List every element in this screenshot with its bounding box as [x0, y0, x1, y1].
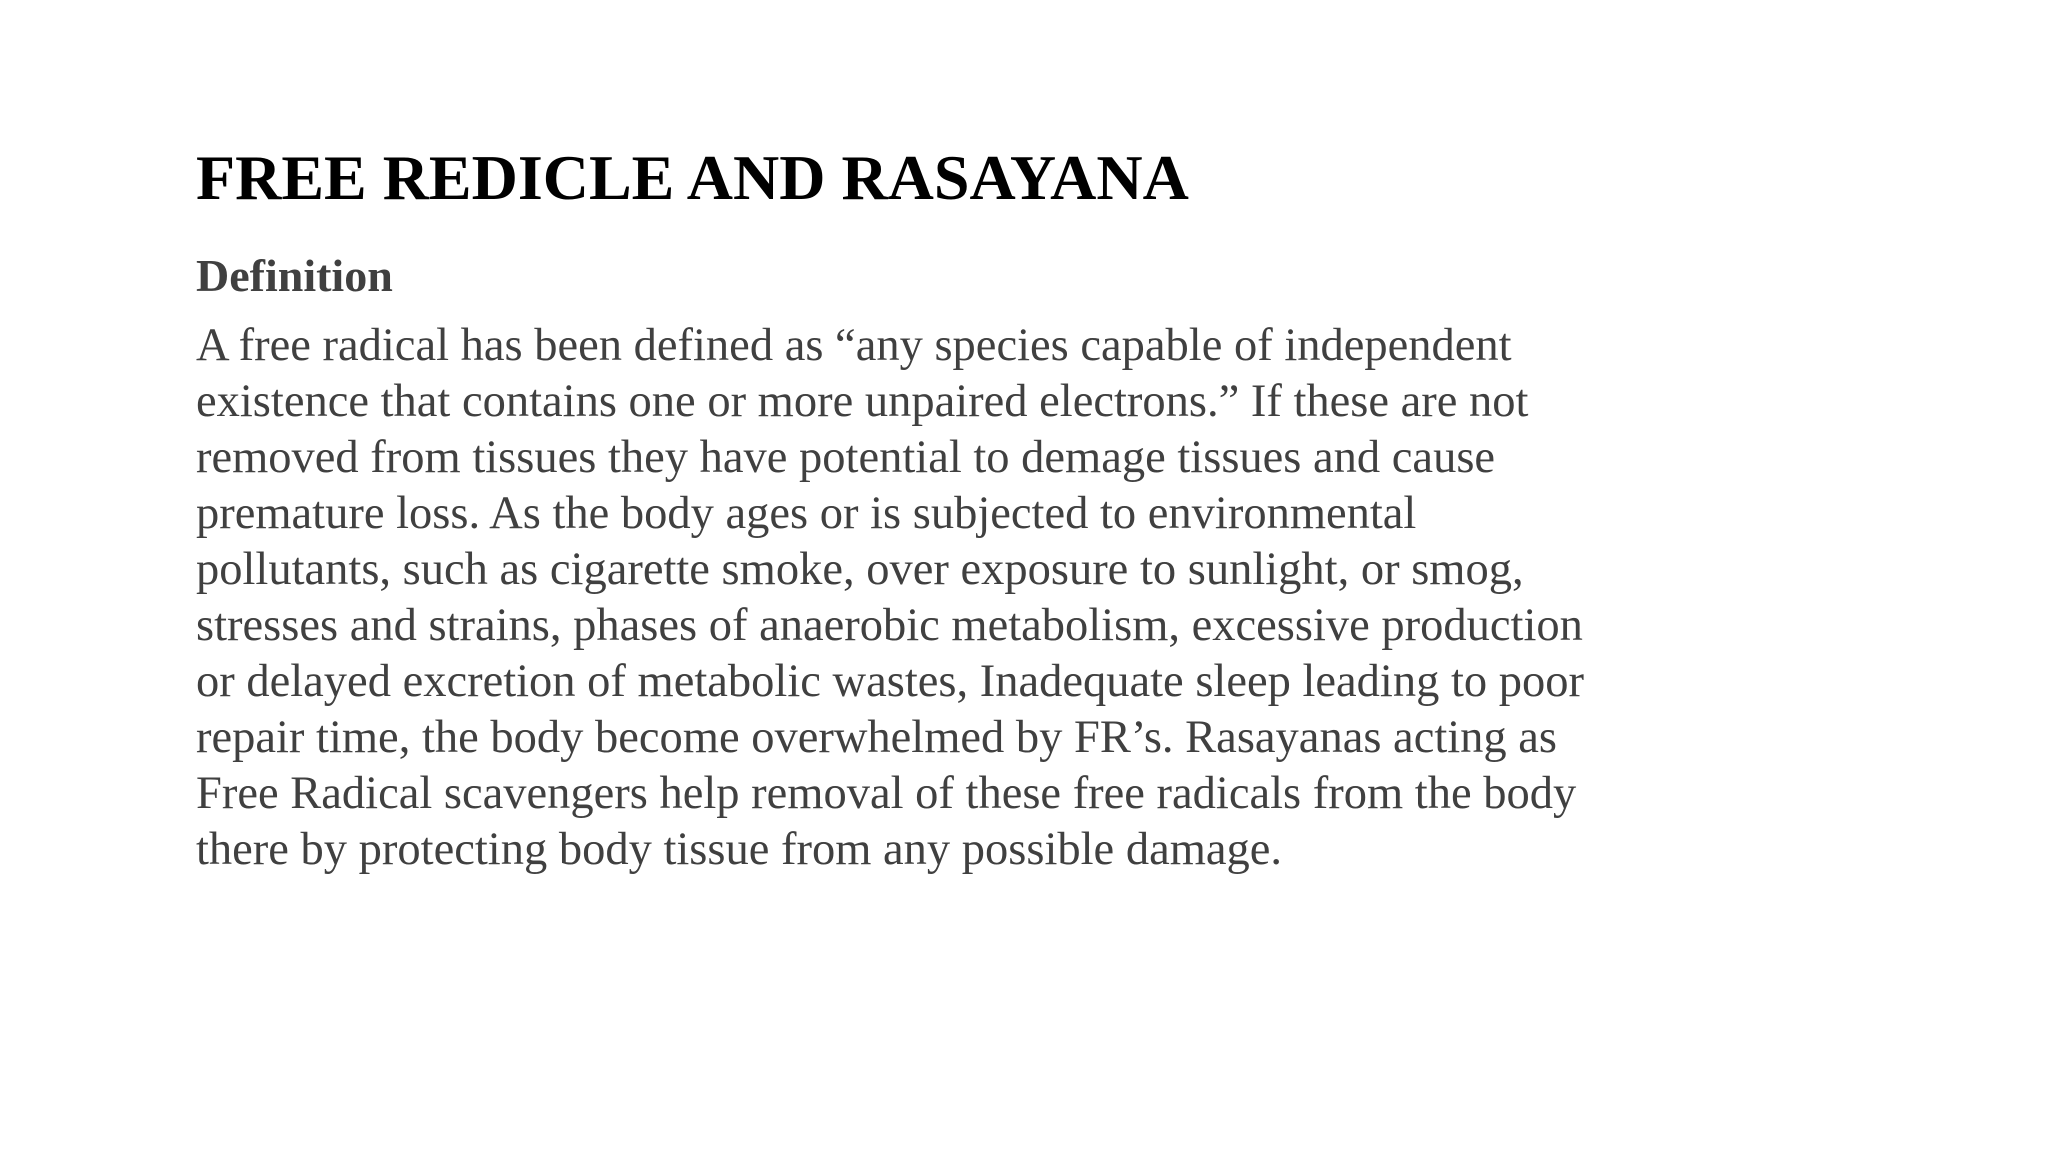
paragraph-line: there by protecting body tissue from any possible damage.: [196, 824, 1283, 875]
paragraph-line: stresses and strains, phases of anaerobic metabolism, excessive production: [196, 600, 1583, 651]
paragraph-line: Free Radical scavengers help removal of these free radicals from the body: [196, 768, 1577, 819]
paragraph-line: repair time, the body become overwhelmed by FR’s. Rasayanas acting as: [196, 712, 1558, 763]
section-heading-definition: Definition: [196, 250, 393, 301]
slide-content: [196, 138, 1796, 878]
definition-paragraph: [196, 318, 1796, 878]
paragraph-line: premature loss. As the body ages or is subjected to environmental: [196, 488, 1417, 539]
slide-title: FREE REDICLE AND RASAYANA: [196, 142, 1189, 213]
paragraph-line: existence that contains one or more unpaired electrons.” If these are not: [196, 376, 1529, 427]
paragraph-line: removed from tissues they have potential to demage tissues and cause: [196, 432, 1496, 483]
paragraph-line: pollutants, such as cigarette smoke, over exposure to sunlight, or smog,: [196, 544, 1524, 595]
paragraph-line: A free radical has been defined as “any species capable of independent: [196, 320, 1512, 371]
paragraph-line: or delayed excretion of metabolic wastes, Inadequate sleep leading to poor: [196, 656, 1585, 707]
